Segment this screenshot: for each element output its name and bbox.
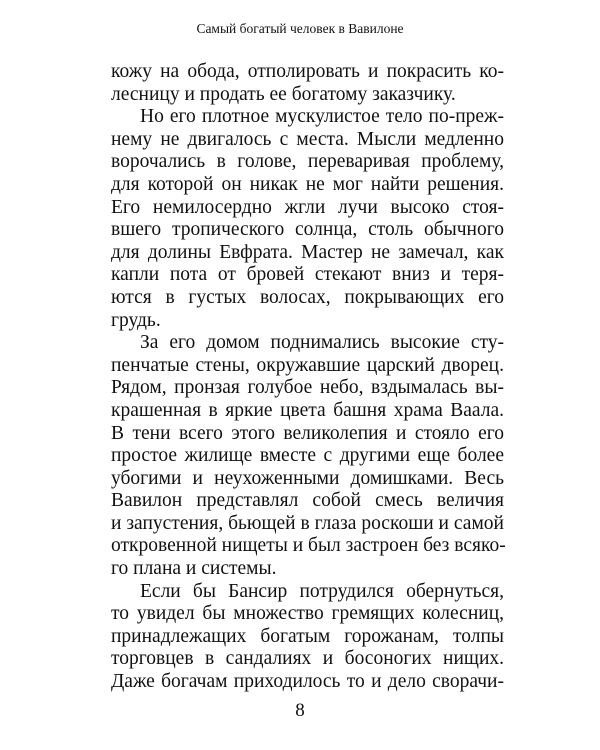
- text-line: лесницу и продать ее богатому заказчику.: [111, 83, 456, 105]
- running-title: Самый богатый человек в Вавилоне: [196, 21, 404, 36]
- text-line: и запустения, бьющей в глаза роскоши и самой: [111, 512, 504, 534]
- text-line: ются в густых волосах, покрывающих его: [111, 286, 504, 308]
- text-line: то увидел бы множество гремящих колесниц,: [111, 603, 504, 625]
- text-line: принадлежащих богатым горожанам, толпы: [111, 625, 504, 647]
- text-line: В тени всего этого великолепия и стояло его: [111, 422, 504, 444]
- text-line: простое жилище вместе с другими еще более: [111, 445, 504, 467]
- text-line: вшего тропического солнца, столь обычного: [111, 219, 504, 241]
- text-line: Рядом, пронзая голубое небо, вздымалась вы-: [111, 377, 504, 399]
- text-line: капли пота от бровей стекают вниз и теря-: [111, 264, 504, 286]
- text-line: для долины Евфрата. Мастер не замечал, как: [111, 241, 504, 263]
- text-line: ворочались в голове, переваривая проблему,: [111, 151, 504, 173]
- paragraph: [111, 332, 504, 581]
- page-number: 8: [295, 700, 305, 721]
- text-line: Даже богачам приходилось то и дело сворачи-: [111, 671, 504, 693]
- text-line: Вавилон представлял собой смесь величия: [111, 490, 504, 512]
- text-line: го плана и системы.: [111, 558, 277, 580]
- text-line: пенчатые стены, окружавшие царский дворец.: [111, 354, 504, 376]
- text-line: торговцев в сандалиях и босоногих нищих.: [111, 648, 504, 670]
- text-line: убогими и неухоженными домишками. Весь: [111, 467, 504, 489]
- text-line: Но его плотное мускулистое тело по-преж-: [140, 106, 504, 128]
- text-line: нему не двигалось с места. Мысли медленно: [111, 128, 504, 150]
- text-line: кожу на обода, отполировать и покрасить ко-: [111, 61, 504, 82]
- paragraph: [111, 581, 504, 694]
- text-line: крашенная в яркие цвета башня храма Ваала.: [111, 399, 504, 421]
- body-text: [111, 61, 504, 694]
- paragraph: [111, 106, 504, 332]
- text-line: грудь.: [111, 309, 161, 331]
- text-line: Если бы Бансир потрудился обернуться,: [140, 580, 504, 602]
- text-line: За его домом поднимались высокие сту-: [140, 332, 504, 354]
- text-line: откровенной нищеты и был застроен без всяко-: [111, 535, 506, 557]
- paragraph: [111, 61, 504, 106]
- text-line: для которой он никак не мог найти решения.: [111, 173, 504, 195]
- text-line: Его немилосердно жгли лучи высоко стоя-: [111, 196, 504, 218]
